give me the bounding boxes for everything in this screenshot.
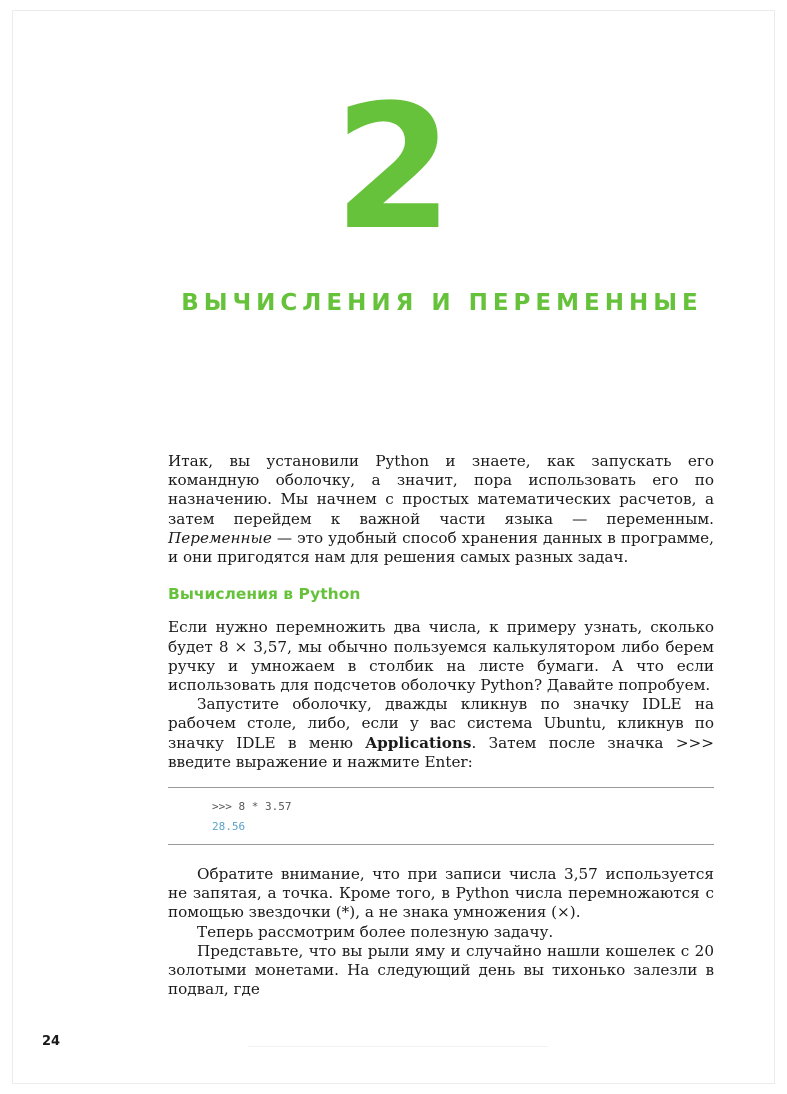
- bottom-rule: [248, 1046, 548, 1047]
- paragraph-2-start: Запустите оболочку, дважды кликнув по значку IDLE на рабочем столе, либо, если у вас система Ubuntu, кликнув по значку IDLE в меню: [168, 695, 714, 752]
- section-heading: Вычисления в Python: [168, 585, 361, 604]
- code-block: [168, 787, 714, 845]
- paragraph-2: [168, 695, 714, 772]
- paragraph-2-end: . Затем после значка >>> введите выражение и нажмите Enter:: [168, 733, 714, 771]
- main-content: [168, 452, 714, 999]
- page-number: 24: [42, 1034, 61, 1049]
- chapter-title: ВЫЧИСЛЕНИЯ И ПЕРЕМЕННЫЕ: [181, 290, 703, 316]
- code-input-line: >>> 8 * 3.57: [212, 800, 292, 814]
- intro-text-1: Итак, вы установили Python и знаете, как запускать его командную оболочку, а значит, пора использовать его по назначению. Мы начнем с простых математических расчетов, а затем перейдем к важной части языка — переменным.: [168, 452, 714, 528]
- paragraph-1: Если нужно перемножить два числа, к примеру узнать, сколько будет 8 × 3,57, мы обычно пользуемся калькулятором либо берем ручку и умножаем в столбик на листе бумаги. А что если использовать для подсчетов оболочку Python? Давайте попробуем.: [168, 618, 714, 695]
- paragraph-4: Теперь рассмотрим более полезную задачу.: [197, 922, 554, 941]
- chapter-number: 2: [333, 67, 454, 268]
- code-output-line: 28.56: [212, 820, 246, 834]
- paragraph-5: Представьте, что вы рыли яму и случайно нашли кошелек с 20 золотыми монетами. На следующий день вы тихонько залезли в подвал, где: [168, 941, 714, 999]
- applications-menu-name: Applications: [365, 733, 472, 752]
- intro-paragraph: [168, 452, 714, 567]
- paragraph-3: Обратите внимание, что при записи числа 3,57 используется не запятая, а точка. Кроме того, в Python числа перемножаются с помощью звездочки (*), а не знака умножения (×).: [168, 865, 714, 922]
- intro-term: Переменные: [168, 528, 272, 547]
- intro-text-2: — это удобный способ хранения данных в программе, и они пригодятся нам для решения самых разных задач.: [168, 528, 714, 567]
